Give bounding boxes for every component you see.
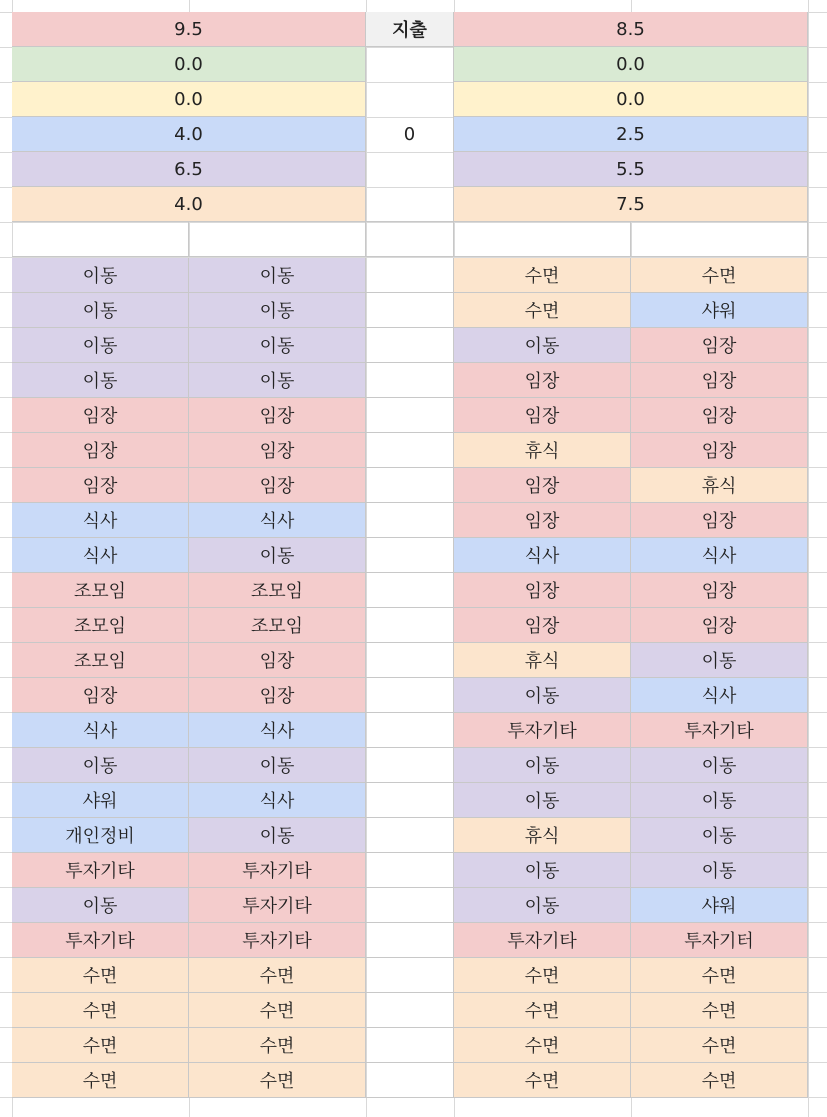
schedule-cell[interactable]: 조모임 [12, 643, 189, 678]
schedule-cell[interactable]: 식사 [189, 503, 366, 538]
schedule-cell[interactable]: 이동 [454, 853, 631, 888]
schedule-cell[interactable]: 수면 [454, 1063, 631, 1098]
schedule-cell[interactable]: 수면 [454, 1028, 631, 1063]
schedule-cell[interactable]: 이동 [12, 748, 189, 783]
schedule-cell[interactable]: 임장 [189, 398, 366, 433]
schedule-cell[interactable]: 투자기타 [454, 713, 631, 748]
schedule-cell[interactable]: 투자기타 [631, 713, 808, 748]
schedule-cell[interactable]: 임장 [454, 503, 631, 538]
schedule-cell[interactable]: 식사 [12, 713, 189, 748]
summary-left-value[interactable]: 4.0 [12, 187, 366, 222]
schedule-cell[interactable]: 조모임 [12, 573, 189, 608]
schedule-cell[interactable]: 투자기타 [454, 923, 631, 958]
schedule-cell[interactable]: 임장 [631, 328, 808, 363]
summary-left-value[interactable]: 9.5 [12, 12, 366, 47]
schedule-cell[interactable]: 이동 [189, 328, 366, 363]
schedule-cell[interactable]: 식사 [454, 538, 631, 573]
empty-cell[interactable] [366, 818, 454, 853]
schedule-cell[interactable]: 수면 [631, 1063, 808, 1098]
schedule-cell[interactable]: 이동 [631, 853, 808, 888]
schedule-cell[interactable]: 식사 [189, 713, 366, 748]
schedule-cell[interactable]: 수면 [631, 993, 808, 1028]
expense-total-value[interactable]: 0 [366, 47, 454, 222]
schedule-cell[interactable]: 임장 [12, 468, 189, 503]
schedule-cell[interactable]: 이동 [454, 328, 631, 363]
schedule-cell[interactable]: 수면 [189, 958, 366, 993]
schedule-cell[interactable]: 이동 [454, 783, 631, 818]
empty-cell[interactable] [366, 328, 454, 363]
schedule-cell[interactable]: 수면 [631, 258, 808, 293]
schedule-cell[interactable]: 투자기타 [189, 853, 366, 888]
schedule-cell[interactable]: 수면 [454, 293, 631, 328]
schedule-cell[interactable]: 이동 [12, 363, 189, 398]
empty-cell[interactable] [366, 888, 454, 923]
empty-cell[interactable] [366, 538, 454, 573]
schedule-cell[interactable]: 이동 [631, 783, 808, 818]
schedule-cell[interactable]: 투자기타 [12, 853, 189, 888]
schedule-cell[interactable]: 샤워 [12, 783, 189, 818]
schedule-cell[interactable]: 이동 [12, 293, 189, 328]
schedule-cell[interactable]: 임장 [631, 433, 808, 468]
empty-cell[interactable] [366, 398, 454, 433]
schedule-cell[interactable]: 수면 [12, 993, 189, 1028]
empty-cell[interactable] [366, 258, 454, 293]
schedule-cell[interactable]: 식사 [631, 678, 808, 713]
schedule-cell[interactable]: 임장 [631, 363, 808, 398]
schedule-cell[interactable]: 개인정비 [12, 818, 189, 853]
schedule-cell[interactable]: 이동 [454, 678, 631, 713]
summary-right-value[interactable]: 2.5 [454, 117, 808, 152]
schedule-cell[interactable]: 임장 [12, 678, 189, 713]
schedule-cell[interactable]: 임장 [454, 468, 631, 503]
schedule-cell[interactable]: 이동 [454, 748, 631, 783]
schedule-cell[interactable]: 수면 [631, 958, 808, 993]
empty-cell[interactable] [366, 293, 454, 328]
schedule-cell[interactable]: 임장 [631, 503, 808, 538]
empty-cell[interactable] [366, 993, 454, 1028]
schedule-cell[interactable]: 투자기타 [12, 923, 189, 958]
schedule-cell[interactable]: 샤워 [631, 293, 808, 328]
schedule-cell[interactable]: 이동 [631, 748, 808, 783]
schedule-cell[interactable]: 임장 [189, 643, 366, 678]
empty-cell[interactable] [454, 222, 631, 257]
schedule-cell[interactable]: 휴식 [454, 643, 631, 678]
schedule-cell[interactable]: 투자기타 [189, 923, 366, 958]
schedule-cell[interactable]: 수면 [454, 993, 631, 1028]
summary-left-value[interactable]: 4.0 [12, 117, 366, 152]
empty-cell[interactable] [366, 608, 454, 643]
schedule-cell[interactable]: 식사 [12, 503, 189, 538]
summary-right-value[interactable]: 0.0 [454, 82, 808, 117]
empty-cell[interactable] [366, 678, 454, 713]
empty-cell[interactable] [366, 853, 454, 888]
schedule-cell[interactable]: 이동 [12, 888, 189, 923]
schedule-cell[interactable]: 임장 [189, 468, 366, 503]
schedule-cell[interactable]: 임장 [631, 398, 808, 433]
schedule-cell[interactable]: 이동 [631, 643, 808, 678]
empty-cell[interactable] [366, 923, 454, 958]
empty-cell[interactable] [366, 1028, 454, 1063]
empty-cell[interactable] [366, 433, 454, 468]
schedule-cell[interactable]: 수면 [12, 958, 189, 993]
summary-left-value[interactable]: 0.0 [12, 82, 366, 117]
empty-cell[interactable] [366, 713, 454, 748]
schedule-cell[interactable]: 임장 [631, 608, 808, 643]
schedule-cell[interactable]: 임장 [189, 678, 366, 713]
empty-cell[interactable] [631, 222, 808, 257]
schedule-cell[interactable]: 휴식 [454, 818, 631, 853]
summary-right-value[interactable]: 5.5 [454, 152, 808, 187]
schedule-cell[interactable]: 이동 [454, 888, 631, 923]
empty-cell[interactable] [366, 363, 454, 398]
schedule-cell[interactable]: 수면 [12, 1063, 189, 1098]
empty-cell[interactable] [12, 222, 189, 257]
schedule-cell[interactable]: 임장 [454, 398, 631, 433]
schedule-cell[interactable]: 투자기타 [189, 888, 366, 923]
schedule-cell[interactable]: 수면 [12, 1028, 189, 1063]
summary-left-value[interactable]: 6.5 [12, 152, 366, 187]
schedule-cell[interactable]: 조모임 [12, 608, 189, 643]
empty-cell[interactable] [366, 573, 454, 608]
schedule-cell[interactable]: 임장 [12, 398, 189, 433]
schedule-cell[interactable]: 식사 [189, 783, 366, 818]
schedule-cell[interactable]: 수면 [454, 958, 631, 993]
empty-cell[interactable] [366, 222, 454, 257]
schedule-cell[interactable]: 휴식 [631, 468, 808, 503]
empty-cell[interactable] [366, 1063, 454, 1098]
schedule-cell[interactable]: 이동 [189, 363, 366, 398]
schedule-cell[interactable]: 이동 [189, 293, 366, 328]
schedule-cell[interactable]: 임장 [454, 608, 631, 643]
empty-cell[interactable] [366, 748, 454, 783]
schedule-cell[interactable]: 임장 [12, 433, 189, 468]
schedule-cell[interactable]: 투자기터 [631, 923, 808, 958]
schedule-cell[interactable]: 이동 [189, 258, 366, 293]
schedule-cell[interactable]: 식사 [12, 538, 189, 573]
expense-header[interactable]: 지출 [366, 12, 454, 47]
schedule-cell[interactable]: 수면 [631, 1028, 808, 1063]
schedule-cell[interactable]: 임장 [631, 573, 808, 608]
schedule-cell[interactable]: 이동 [12, 258, 189, 293]
schedule-cell[interactable]: 임장 [454, 573, 631, 608]
schedule-cell[interactable]: 샤워 [631, 888, 808, 923]
schedule-cell[interactable]: 수면 [189, 1063, 366, 1098]
schedule-cell[interactable]: 이동 [189, 818, 366, 853]
empty-cell[interactable] [366, 503, 454, 538]
schedule-cell[interactable]: 임장 [189, 433, 366, 468]
schedule-cell[interactable]: 수면 [189, 993, 366, 1028]
empty-cell[interactable] [366, 643, 454, 678]
schedule-cell[interactable]: 이동 [189, 748, 366, 783]
schedule-cell[interactable]: 수면 [189, 1028, 366, 1063]
empty-cell[interactable] [189, 222, 366, 257]
schedule-cell[interactable]: 수면 [454, 258, 631, 293]
schedule-cell[interactable]: 임장 [454, 363, 631, 398]
grid-line [808, 0, 809, 1117]
summary-right-value[interactable]: 7.5 [454, 187, 808, 222]
schedule-cell[interactable]: 식사 [631, 538, 808, 573]
schedule-cell[interactable]: 조모임 [189, 608, 366, 643]
schedule-cell[interactable]: 이동 [189, 538, 366, 573]
summary-left-value[interactable]: 0.0 [12, 47, 366, 82]
empty-cell[interactable] [366, 783, 454, 818]
empty-cell[interactable] [366, 468, 454, 503]
schedule-cell[interactable]: 이동 [631, 818, 808, 853]
summary-right-value[interactable]: 0.0 [454, 47, 808, 82]
schedule-cell[interactable]: 조모임 [189, 573, 366, 608]
schedule-cell[interactable]: 이동 [12, 328, 189, 363]
empty-cell[interactable] [366, 958, 454, 993]
schedule-cell[interactable]: 휴식 [454, 433, 631, 468]
summary-right-value[interactable]: 8.5 [454, 12, 808, 47]
